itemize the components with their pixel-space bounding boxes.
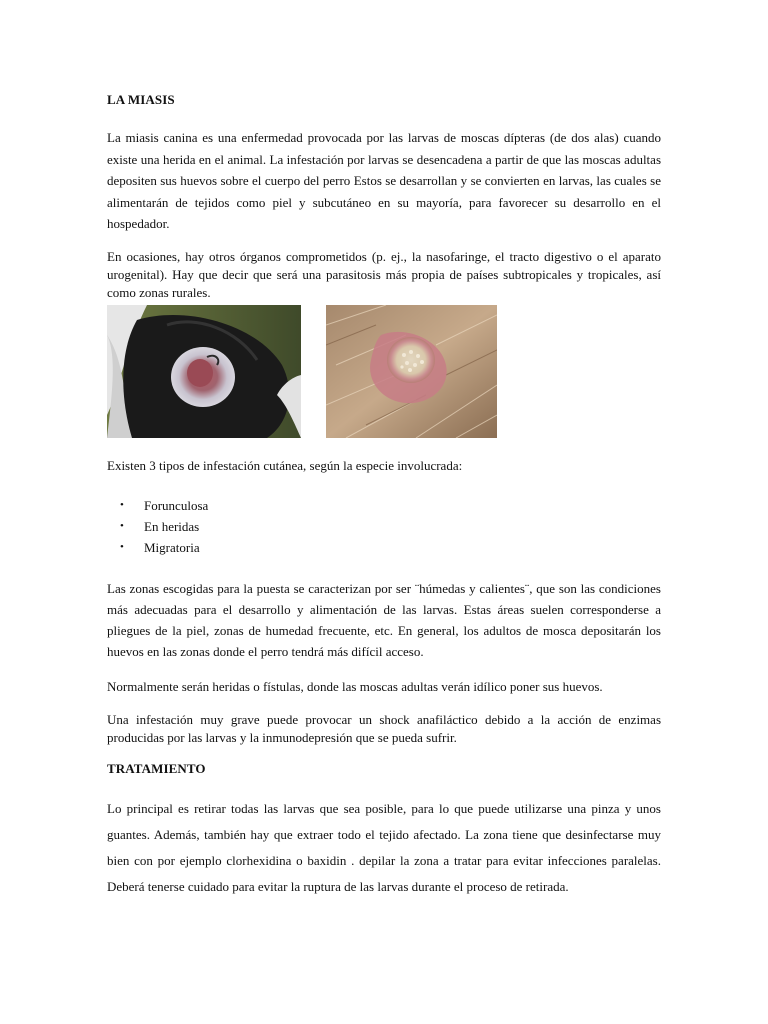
list-item xyxy=(107,537,661,558)
paragraph-organs: En ocasiones, hay otros órganos comprometidos (p. ej., la nasofaringe, el tracto digestivo o el aparato urogenital). Hay que decir que será una parasitosis más propia de países subtropicales y tropicales, así como zonas rurales. xyxy=(107,248,661,300)
paragraph-shock: Una infestación muy grave puede provocar un shock anafiláctico debido a la acción de enzimas producidas por las larvas y la inmunodepresión que se pueda sufrir. xyxy=(107,711,661,745)
list-item-label: Forunculosa xyxy=(144,497,209,513)
dog-wound-photo-1 xyxy=(107,305,301,438)
photo-row xyxy=(107,305,661,438)
section-title-miasis: LA MIASIS xyxy=(107,92,175,107)
bullet-icon: • xyxy=(120,519,124,532)
document-body xyxy=(107,92,661,900)
infestation-types-intro: Existen 3 tipos de infestación cutánea, según la especie involucrada: xyxy=(107,457,463,473)
paragraph-treatment: Lo principal es retirar todas las larvas que sea posible, para lo que puede utilizarse una pinza y unos guantes. Además, también hay que extraer todo el tejido afectado. La zona tiene que desinfectarse muy bien con por ejemplo clorhexidina o baxidin . depilar la zona a tratar para evitar infecciones paralelas. Deberá tenerse cuidado para evitar la ruptura de las larvas durante el proceso de retirada. xyxy=(107,800,661,894)
list-item xyxy=(107,495,661,516)
bullet-icon: • xyxy=(120,540,124,553)
paragraph-definition: La miasis canina es una enfermedad provocada por las larvas de moscas dípteras (de dos alas) cuando existe una herida en el animal. La infestación por larvas se desencadena a partir de que las moscas adultas depositen sus huevos sobre el cuerpo del perro Estos se desarrollan y se convierten en larvas, las cuales se alimentarán de tejidos como piel y subcutáneo en su mayoría, para favorecer su desarrollo en el hospedador. xyxy=(107,130,661,231)
bullet-icon: • xyxy=(120,498,124,511)
paragraph-zones: Las zonas escogidas para la puesta se caracterizan por ser ¨húmedas y calientes¨, que son las condiciones más adecuadas para el desarrollo y alimentación de las larvas. Estas áreas suelen corresponderse a pliegues de la piel, zonas de humedad frecuente, etc. En general, los adultos de mosca depositarán los huevos en las zonas donde el perro tendrá más difícil acceso. xyxy=(107,580,661,659)
list-item xyxy=(107,516,661,537)
list-item-label: Migratoria xyxy=(144,539,200,555)
section-title-treatment: TRATAMIENTO xyxy=(107,760,206,776)
infestation-types-list xyxy=(107,495,661,558)
paragraph-wounds: Normalmente serán heridas o fístulas, donde las moscas adultas verán idílico poner sus huevos. xyxy=(107,678,603,694)
dog-wound-photo-2 xyxy=(326,305,497,438)
list-item-label: En heridas xyxy=(144,518,200,534)
